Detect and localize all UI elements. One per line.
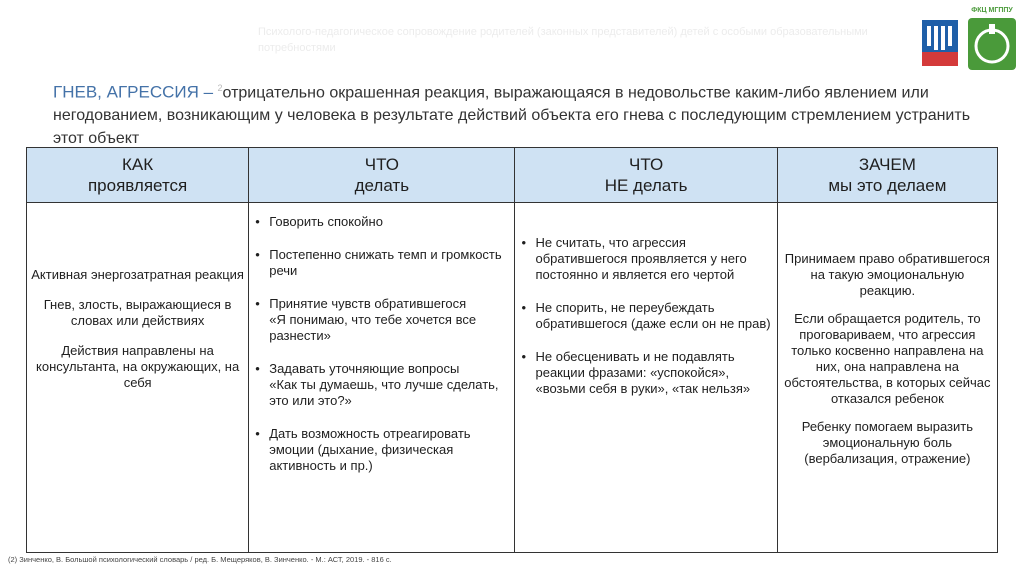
- title-reference: 2: [217, 83, 223, 93]
- list-item: Если обращается родитель, то проговариваем, что агрессия только косвенно направлена на них, она направлена на обстоятельства, в которых сейчас отказался ребенок: [784, 311, 991, 406]
- list-item: Действия направлены на консультанта, на окружающих, на себя: [36, 343, 240, 390]
- definition-title: [53, 77, 983, 150]
- list-item: • Не обесценивать и не подавлять реакции фразами: «успокойся», «возьми себя в руки», «так нельзя»: [521, 349, 751, 396]
- example-phrase: «Как ты думаешь, что лучше сделать, это или это?»: [269, 377, 499, 408]
- header-what-not-to-do: ЧТО НЕ делать: [515, 148, 777, 203]
- header-how: КАК проявляется: [27, 148, 249, 203]
- bullet-icon: •: [521, 349, 527, 364]
- bullet-icon: •: [255, 426, 260, 441]
- table-header-row: [27, 148, 998, 203]
- header-why: ЗАЧЕМ мы это делаем: [777, 148, 997, 203]
- list-item: • Не считать, что агрессия обратившегося проявляется у него постоянно и является его чертой: [521, 235, 747, 282]
- bullet-icon: •: [255, 361, 260, 376]
- list-item: • Постепенно снижать темп и громкость речи: [255, 247, 502, 278]
- faded-header-text: Психолого-педагогическое сопровождение родителей (законных представителей) детей с особыми образовательными потребностями: [258, 26, 868, 54]
- list-item: • Дать возможность отреагировать эмоции (дыхание, физическая активность и пр.): [255, 426, 471, 473]
- table-row: [27, 203, 998, 553]
- list-item: Ребенку помогаем выразить эмоциональную боль (вербализация, отражение): [801, 419, 973, 466]
- recommendations-table: [26, 147, 998, 553]
- list-item: Активная энергозатратная реакция: [31, 267, 244, 282]
- cell-manifestation: [27, 203, 249, 553]
- title-lead: ГНЕВ, АГРЕССИЯ –: [53, 82, 214, 102]
- cell-what-not-to-do: [515, 203, 777, 553]
- bullet-icon: •: [521, 300, 527, 315]
- list-item: • Принятие чувств обратившегося «Я понимаю, что тебе хочется все разнести»: [255, 296, 508, 344]
- logos: [918, 4, 1018, 74]
- list-item: • Говорить спокойно: [255, 214, 383, 229]
- fkc-logo-caption: ФКЦ МГППУ: [971, 7, 1013, 14]
- list-item: Принимаем право обратившегося на такую эмоциональную реакцию.: [784, 251, 990, 298]
- example-phrase: «Я понимаю, что тебе хочется все разнести»: [269, 312, 477, 343]
- footnote-reference: (2) Зинченко, В. Большой психологический словарь / ред. Б. Мещеряков, В. Зинченко. - М.: АСТ, 2019. - 816 с.: [8, 555, 392, 564]
- header-what-to-do: ЧТО делать: [249, 148, 515, 203]
- list-item: • Задавать уточняющие вопросы «Как ты думаешь, что лучше сделать, это или это?»: [255, 361, 508, 409]
- bullet-icon: •: [255, 247, 260, 262]
- fkc-logo-icon: [968, 18, 1016, 70]
- title-definition: отрицательно окрашенная реакция, выражающаяся в недовольстве каким-либо явлением или негодованием, возникающим у человека в результате действий объекта его гнева с последующим стремлением устранить этот объект: [53, 84, 971, 148]
- university-logo-icon: [922, 20, 958, 66]
- list-item: • Не спорить, не переубеждать обратившегося (даже если он не прав): [521, 300, 771, 331]
- bullet-icon: •: [255, 214, 260, 229]
- cell-what-to-do: [249, 203, 515, 553]
- list-item: Гнев, злость, выражающиеся в словах или действиях: [43, 297, 232, 328]
- cell-why: [777, 203, 997, 553]
- bullet-icon: •: [255, 296, 260, 311]
- bullet-icon: •: [521, 235, 527, 250]
